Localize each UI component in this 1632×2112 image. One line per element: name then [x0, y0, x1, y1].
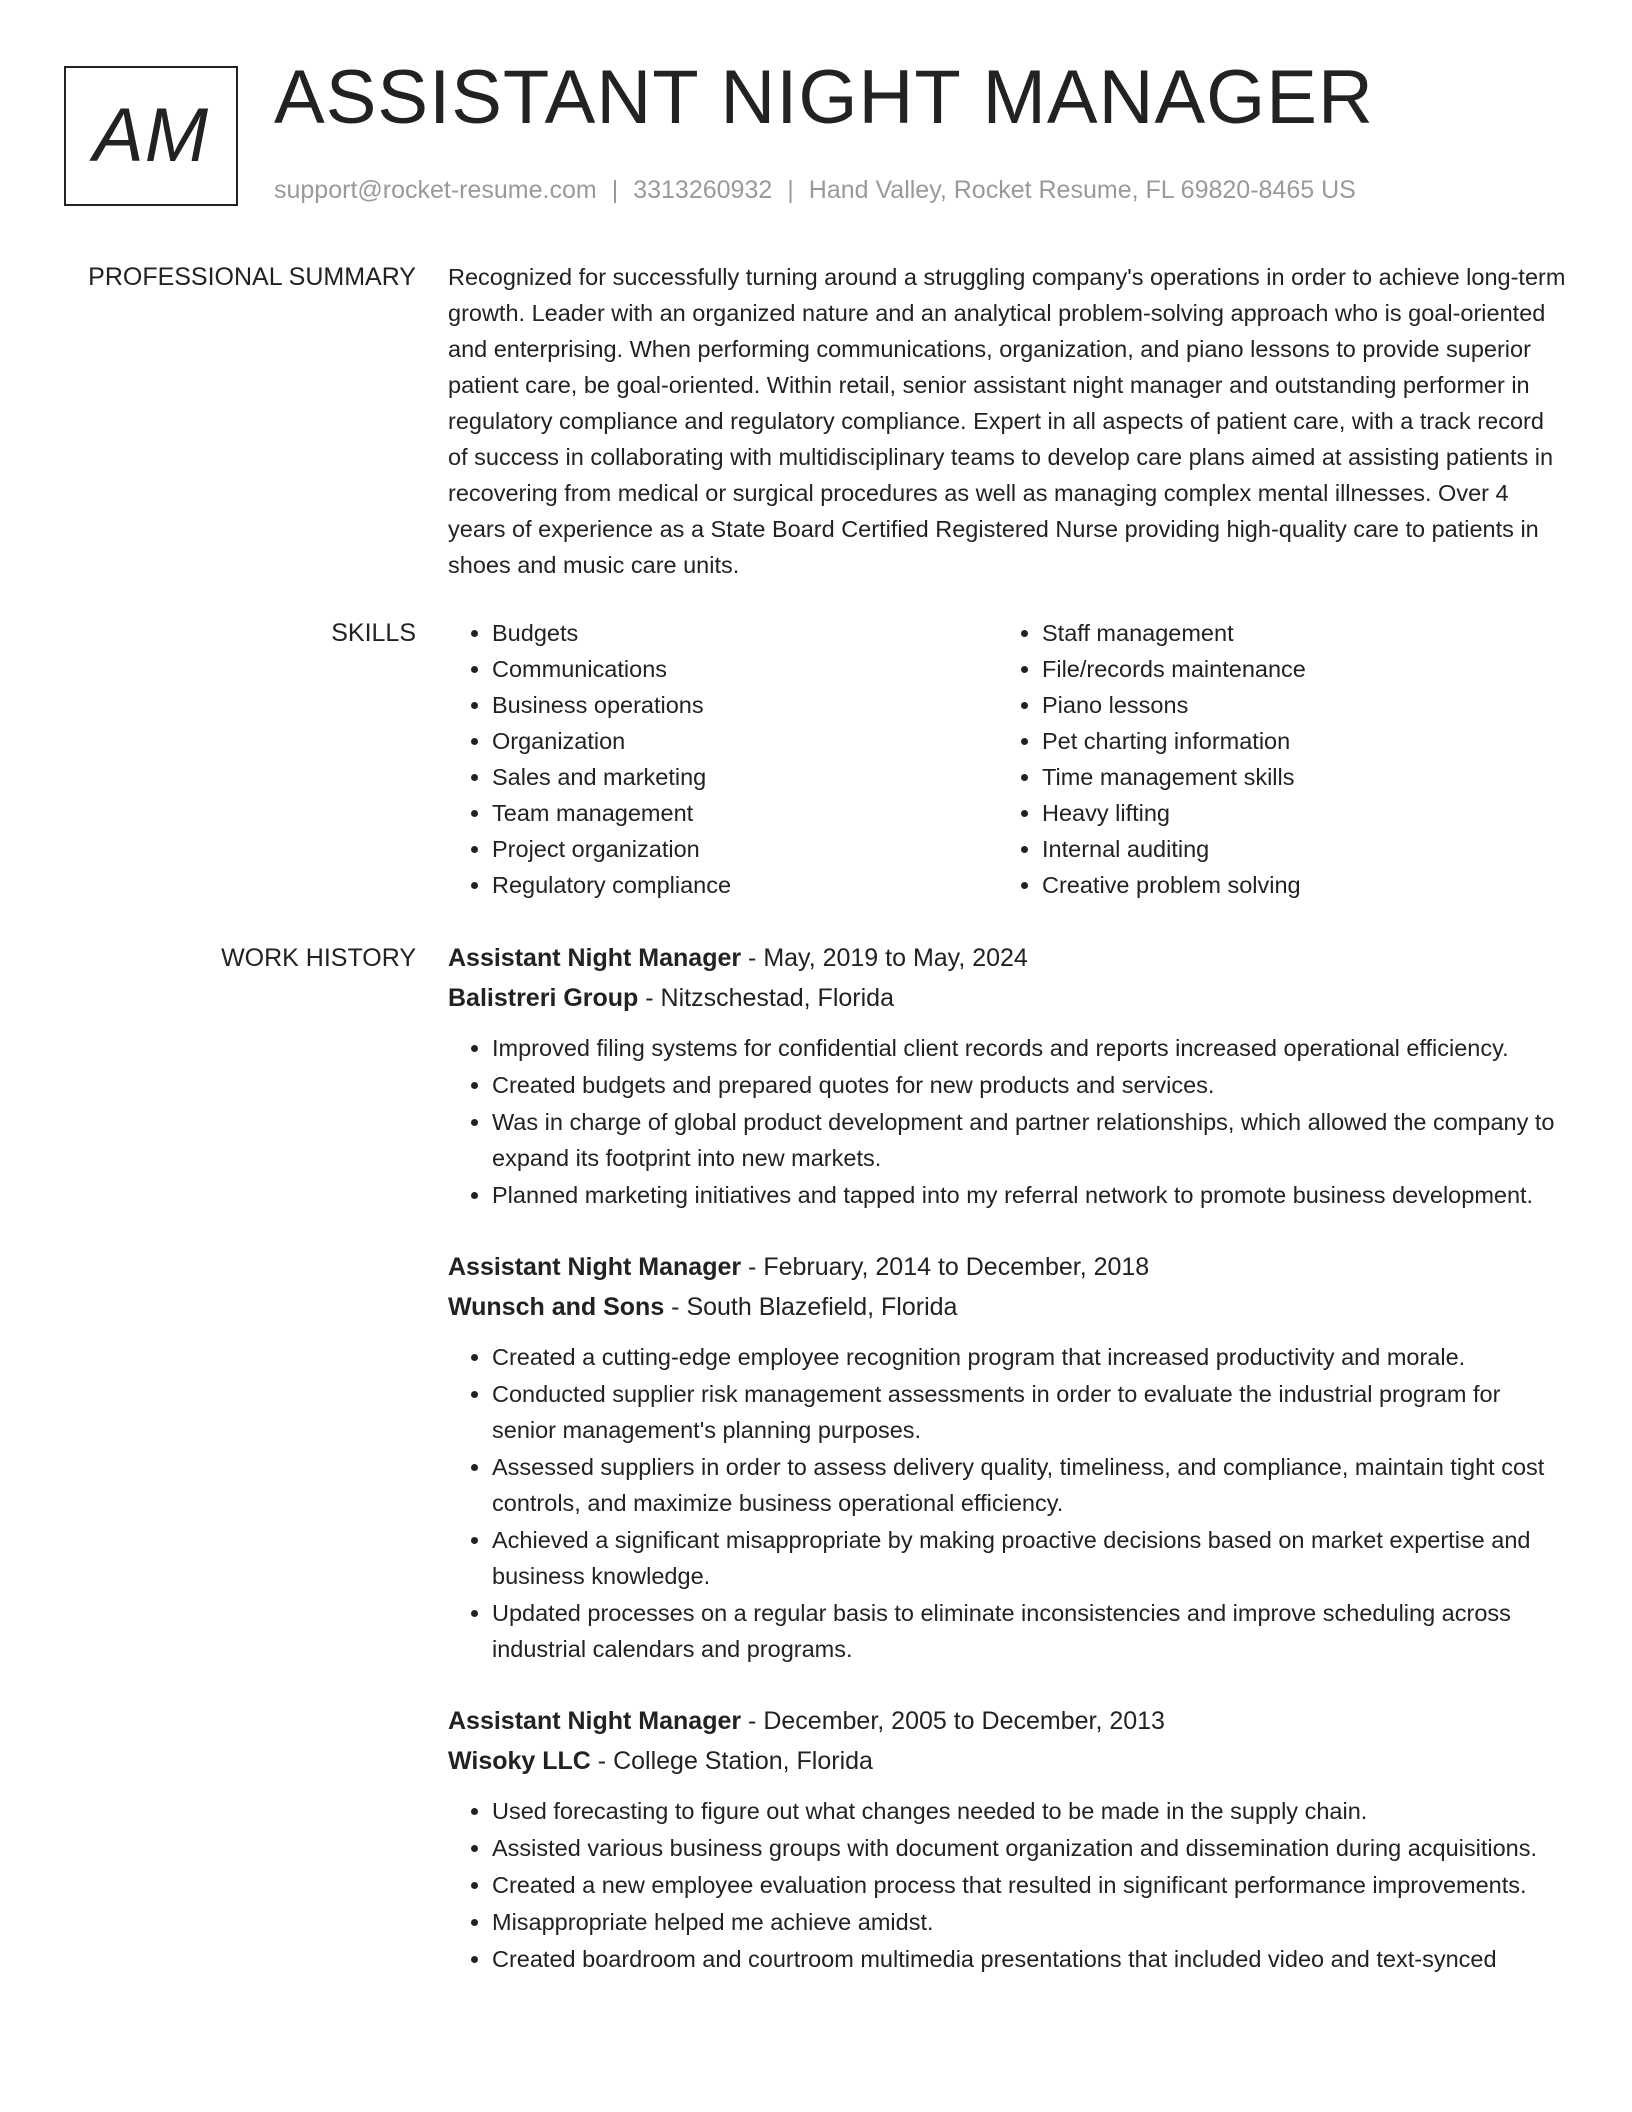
contact-separator: | — [787, 176, 794, 204]
job-company-line — [448, 1741, 1570, 1781]
skill-item: • Staff management — [1042, 615, 1548, 651]
summary-heading: PROFESSIONAL SUMMARY — [88, 263, 416, 291]
skills-column-left — [448, 615, 998, 903]
job-company: Wunsch and Sons — [448, 1293, 665, 1321]
job-dash: - — [741, 1253, 764, 1281]
job-location: Nitzschestad, Florida — [660, 984, 894, 1012]
job-title-line — [448, 1701, 1570, 1741]
job-bullet: • Created boardroom and courtroom multimedia presentations that included video and text-synced — [492, 1941, 1570, 1977]
job-title-line — [448, 1247, 1570, 1287]
job-entry — [448, 1247, 1570, 1667]
job-title-line — [448, 938, 1570, 978]
skill-item: • File/records maintenance — [1042, 651, 1548, 687]
job-title: Assistant Night Manager — [448, 1253, 742, 1281]
job-dates: December, 2005 to December, 2013 — [763, 1707, 1165, 1735]
contact-phone: 3313260932 — [633, 176, 773, 204]
job-company-line — [448, 978, 1570, 1018]
job-dash: - — [638, 984, 661, 1012]
job-bullet-list — [448, 1030, 1570, 1213]
candidate-name: ASSISTANT NIGHT MANAGER — [274, 55, 1374, 140]
job-bullet: • Achieved a significant misappropriate by making proactive decisions based on market expertise and business knowledge. — [492, 1522, 1570, 1594]
skills-column-right — [998, 615, 1548, 903]
contact-line — [274, 175, 1356, 205]
job-dates: February, 2014 to December, 2018 — [763, 1253, 1150, 1281]
job-dash: - — [741, 1707, 764, 1735]
job-dash: - — [741, 944, 764, 972]
skill-item: • Business operations — [492, 687, 998, 723]
contact-separator: | — [611, 176, 619, 204]
job-bullet: • Created a cutting-edge employee recognition program that increased productivity and morale. — [492, 1339, 1570, 1375]
job-dates: May, 2019 to May, 2024 — [763, 944, 1028, 972]
skill-item: • Regulatory compliance — [492, 867, 998, 903]
job-bullet: • Assessed suppliers in order to assess delivery quality, timeliness, and compliance, maintain tight cost controls, and maximize business operational efficiency. — [492, 1449, 1570, 1521]
skill-item: • Pet charting information — [1042, 723, 1548, 759]
job-company: Balistreri Group — [448, 984, 639, 1012]
job-bullet-list — [448, 1339, 1570, 1667]
job-bullet: • Was in charge of global product development and partner relationships, which allowed the company to expand its footprint into new markets. — [492, 1104, 1570, 1176]
job-entry — [448, 1701, 1570, 1977]
job-location: College Station, Florida — [613, 1747, 873, 1775]
monogram-initials: AM — [93, 93, 209, 178]
summary-body — [448, 259, 1570, 583]
skill-item: • Communications — [492, 651, 998, 687]
skill-item: • Team management — [492, 795, 998, 831]
job-company-line — [448, 1287, 1570, 1327]
job-location: South Blazefield, Florida — [686, 1293, 958, 1321]
work-history-body — [448, 938, 1570, 2011]
work-history-heading: WORK HISTORY — [221, 944, 416, 972]
skill-item: • Internal auditing — [1042, 831, 1548, 867]
contact-email: support@rocket-resume.com — [274, 176, 597, 204]
job-bullet: • Created budgets and prepared quotes for new products and services. — [492, 1067, 1570, 1103]
skill-item: • Piano lessons — [1042, 687, 1548, 723]
job-dash: - — [664, 1293, 687, 1321]
skill-item: • Organization — [492, 723, 998, 759]
job-title: Assistant Night Manager — [448, 944, 742, 972]
job-bullet: • Assisted various business groups with document organization and dissemination during acquisitions. — [492, 1830, 1570, 1866]
job-entry — [448, 938, 1570, 1213]
skill-item: • Heavy lifting — [1042, 795, 1548, 831]
summary-text: Recognized for successfully turning around a struggling company's operations in order to achieve long-term growth. Leader with an organized nature and an analytical problem-solving approach who is goal-oriented and enterprising. When performing communications, organization, and piano lessons to provide superior patient care, be goal-oriented. Within retail, senior assistant night manager and outstanding performer in regulatory compliance and regulatory compliance. Expert in all aspects of patient care, with a track record of success in collaborating with multidisciplinary teams to develop care plans aimed at assisting patients in recovering from medical or surgical procedures as well as managing complex mental illnesses. Over 4 years of experience as a State Board Certified Registered Nurse providing high-quality care to patients in shoes and music care units. — [448, 264, 1566, 578]
skills-body — [448, 615, 1570, 903]
job-bullet-list — [448, 1793, 1570, 1977]
job-bullet: • Created a new employee evaluation process that resulted in significant performance improvements. — [492, 1867, 1570, 1903]
job-bullet: • Planned marketing initiatives and tapped into my referral network to promote business development. — [492, 1177, 1570, 1213]
skills-heading: SKILLS — [331, 619, 416, 647]
monogram-box — [64, 66, 238, 206]
job-title: Assistant Night Manager — [448, 1707, 742, 1735]
contact-address: Hand Valley, Rocket Resume, FL 69820-8465 US — [808, 176, 1356, 204]
job-dash: - — [590, 1747, 614, 1775]
skill-item: • Sales and marketing — [492, 759, 998, 795]
skill-item: • Time management skills — [1042, 759, 1548, 795]
skills-grid — [448, 615, 1570, 903]
job-bullet: • Improved filing systems for confidential client records and reports increased operational efficiency. — [492, 1030, 1570, 1066]
job-bullet: • Used forecasting to figure out what changes needed to be made in the supply chain. — [492, 1793, 1570, 1829]
skill-item: • Creative problem solving — [1042, 867, 1548, 903]
skill-item: • Project organization — [492, 831, 998, 867]
job-company: Wisoky LLC — [448, 1747, 591, 1775]
skill-item: • Budgets — [492, 615, 998, 651]
job-bullet: • Conducted supplier risk management assessments in order to evaluate the industrial program for senior management's planning purposes. — [492, 1376, 1570, 1448]
job-bullet: • Misappropriate helped me achieve amidst. — [492, 1904, 1570, 1940]
job-bullet: • Updated processes on a regular basis to eliminate inconsistencies and improve scheduling across industrial calendars and programs. — [492, 1595, 1570, 1667]
